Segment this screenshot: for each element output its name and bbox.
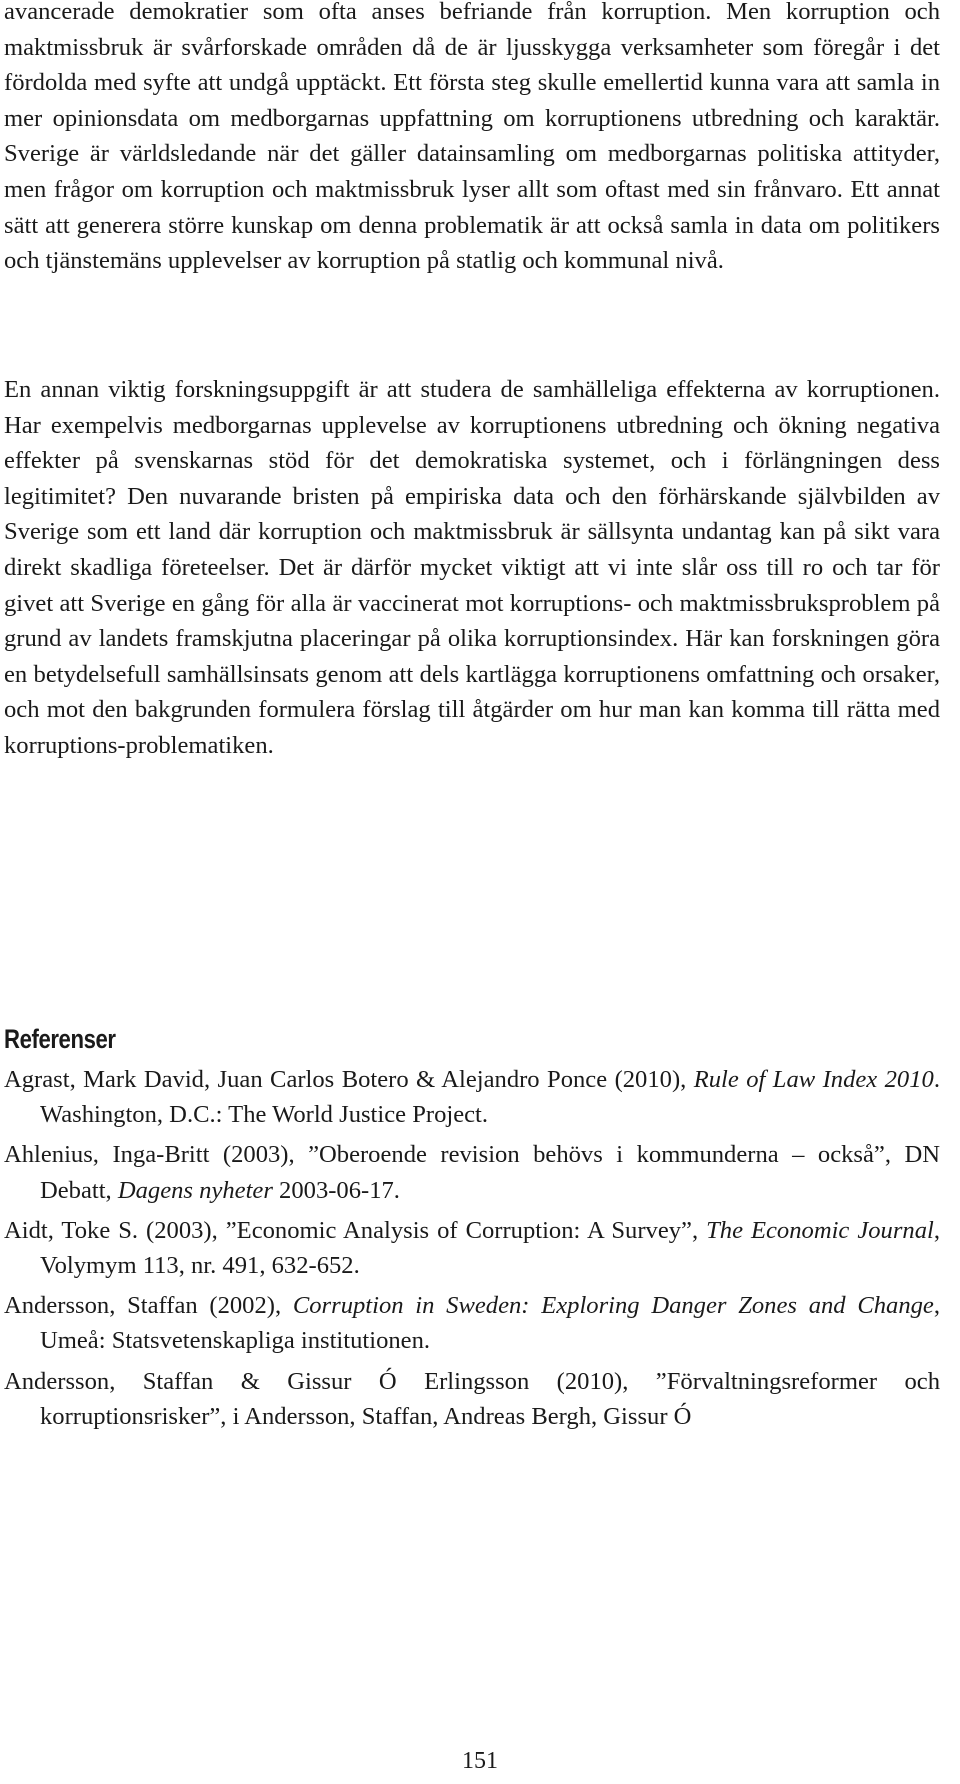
reference-item <box>4 1137 940 1207</box>
reference-text: , Umeå: Statsvetenskapliga institutionen. <box>40 1292 940 1355</box>
page-number: 151 <box>462 1748 498 1774</box>
reference-text: , Volymym 113, nr. 491, 632-652. <box>40 1216 940 1280</box>
reference-title: Dagens nyheter <box>117 1176 273 1204</box>
references-heading: Referenser <box>4 1024 116 1054</box>
body-paragraph: En annan viktig forskningsuppgift är att studera de samhälleliga effekterna av korruptionen. Har exempelvis medborgarnas upplevelse av korruptionens utbredning och ökning negativa effekter på svenskarnas stöd för det demokratiska systemet, och i förlängningen dess legitimitet? Den nuvarande bristen på empiriska data och den förhärskande självbilden av Sverige som ett land där korruption och maktmissbruk är sällsynta undantag kan på sikt vara direkt skadliga företeelser. Det är därför mycket viktigt att vi inte slår oss till ro och tar för givet att Sverige en gång för alla är vaccinerat mot korruptions- och maktmissbruksproblem på grund av landets framskjutna placeringar på olika korruptionsindex. Här kan forskningen göra en betydelsefull samhällsinsats genom att dels kartlägga korruptionens omfattning och orsaker, och mot den bakgrunden formulera förslag till åtgärder om hur man kan komma till rätta med korruptions-problematiken. <box>4 376 940 759</box>
reference-item <box>4 1288 940 1358</box>
reference-text: Agrast, Mark David, Juan Carlos Botero & Alejandro Ponce (2010), <box>4 1066 694 1093</box>
reference-item <box>4 1062 940 1132</box>
reference-title: Rule of Law Index 2010 <box>693 1066 934 1093</box>
reference-title: The Economic Journal <box>706 1216 934 1244</box>
reference-list <box>4 1062 940 1439</box>
reference-item <box>4 1364 940 1434</box>
reference-title: Corruption in Sweden: Exploring Danger Zones and Change <box>292 1292 934 1320</box>
reference-text: Andersson, Staffan & Gissur Ó Erlingsson (2010), ”Förvaltningsreformer och korruptionsrisker”, i Andersson, Staffan, Andreas Bergh, Gissur Ó <box>4 1367 940 1430</box>
body-paragraph: avancerade demokratier som ofta anses befriande från korruption. Men korruption och maktmissbruk är svårforskade områden då de är ljusskygga verksamheter som föregår i det fördolda med syfte att undgå upptäckt. Ett första steg skulle emellertid kunna vara att samla in mer opinionsdata om medborgarnas uppfattning om korruptionens utbredning och karaktär. Sverige är världsledande när det gäller datainsamling om medborgarnas politiska attityder, men frågor om korruption och maktmissbruk lyser allt som oftast med sin frånvaro. Ett annat sätt att generera större kunskap om denna problematik är att också samla in data om politikers och tjänstemäns upplevelser av korruption på statlig och kommunal nivå. <box>4 0 940 275</box>
reference-text: Ahlenius, Inga-Britt (2003), ”Oberoende revision behövs i kommunderna – också”, DN Debatt, <box>4 1141 940 1204</box>
reference-item <box>4 1213 940 1283</box>
reference-text: 2003-06-17. <box>272 1176 400 1204</box>
reference-text: Andersson, Staffan (2002), <box>4 1292 293 1320</box>
reference-text: . Washington, D.C.: The World Justice Project. <box>40 1066 940 1129</box>
reference-text: Aidt, Toke S. (2003), ”Economic Analysis of Corruption: A Survey”, <box>4 1216 707 1244</box>
